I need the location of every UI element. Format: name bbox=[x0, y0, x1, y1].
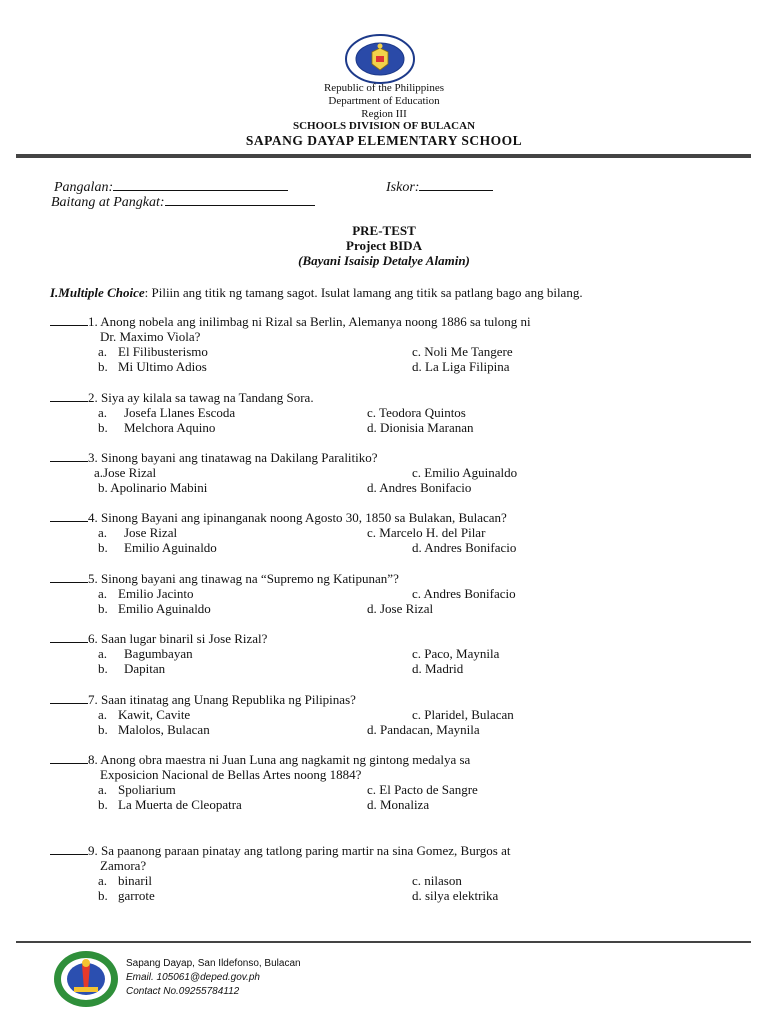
choice-letter-a bbox=[98, 873, 107, 888]
project-title: Project BIDA bbox=[346, 238, 422, 253]
choice-a-text: Bagumbayan bbox=[124, 646, 193, 661]
choice-b-text: Mi Ultimo Adios bbox=[118, 359, 207, 374]
question-2 bbox=[50, 390, 314, 405]
choice-d bbox=[367, 480, 471, 495]
question-2-text: 2. Siya ay kilala sa tawag na Tandang Sora. bbox=[88, 390, 314, 405]
choice-a bbox=[94, 465, 156, 480]
instructions-text: : Piliin ang titik ng tamang sagot. Isulat lamang ang titik sa patlang bago ang bilang. bbox=[144, 285, 583, 300]
choice-letter-b bbox=[98, 540, 108, 555]
footer-info bbox=[126, 957, 301, 999]
choice-d-text: d. La Liga Filipina bbox=[412, 359, 510, 374]
choice-letter-b bbox=[98, 661, 108, 676]
choice-a-text: Emilio Jacinto bbox=[118, 586, 194, 601]
choice-b bbox=[118, 359, 207, 374]
choice-d-text: d. Pandacan, Maynila bbox=[367, 722, 480, 737]
choice-letter-a bbox=[98, 525, 107, 540]
choice-d bbox=[367, 722, 480, 737]
choice-c-text: c. Emilio Aguinaldo bbox=[412, 465, 518, 480]
question-8 bbox=[50, 752, 470, 767]
division-text: SCHOOLS DIVISION OF BULACAN bbox=[292, 120, 476, 132]
choice-c bbox=[367, 525, 485, 540]
choice-a bbox=[118, 782, 176, 797]
choice-b bbox=[118, 888, 155, 903]
instructions-label: I.Multiple Choice bbox=[50, 285, 145, 300]
choice-d-text: d. Monaliza bbox=[367, 797, 430, 812]
choice-a-text: El Filibusterismo bbox=[118, 344, 208, 359]
answer-blank[interactable] bbox=[50, 510, 88, 522]
question-8-cont bbox=[100, 767, 361, 782]
choice-d-text: d. Madrid bbox=[412, 661, 464, 676]
choice-a bbox=[124, 525, 177, 540]
choice-b bbox=[124, 420, 215, 435]
choice-a-text: Jose Rizal bbox=[124, 525, 178, 540]
answer-blank[interactable] bbox=[50, 571, 88, 583]
answer-blank[interactable] bbox=[50, 692, 88, 704]
choice-letter-a-text: a. bbox=[98, 707, 108, 722]
answer-blank[interactable] bbox=[50, 390, 88, 402]
choice-a bbox=[118, 873, 152, 888]
republic-text: Republic of the Philippines bbox=[323, 82, 445, 94]
choice-letter-b-text: b. bbox=[98, 359, 108, 374]
choice-d bbox=[412, 540, 516, 555]
department-text: Department of Education bbox=[328, 95, 440, 107]
choice-c bbox=[412, 586, 516, 601]
choice-letter-b-text: b. bbox=[98, 420, 108, 435]
choice-c-text: c. Plaridel, Bulacan bbox=[412, 707, 514, 722]
answer-blank[interactable] bbox=[50, 631, 88, 643]
choice-letter-a-text: a. bbox=[98, 344, 108, 359]
choice-letter-b bbox=[98, 359, 108, 374]
footer-address: Sapang Dayap, San Ildefonso, Bulacan bbox=[126, 958, 301, 969]
question-7-text: 7. Saan itinatag ang Unang Republika ng Pilipinas? bbox=[88, 692, 356, 707]
choice-b bbox=[118, 722, 210, 737]
answer-blank[interactable] bbox=[50, 314, 88, 326]
choice-letter-a-text: a. bbox=[98, 873, 108, 888]
choice-c-text: c. Marcelo H. del Pilar bbox=[367, 525, 486, 540]
choice-d bbox=[412, 888, 498, 903]
choice-letter-b bbox=[98, 601, 108, 616]
choice-b bbox=[124, 540, 217, 555]
choice-d-text: d. Dionisia Maranan bbox=[367, 420, 474, 435]
choice-d-text: d. Andres Bonifacio bbox=[367, 480, 472, 495]
choice-d bbox=[412, 661, 463, 676]
choice-letter-a bbox=[98, 707, 107, 722]
answer-blank[interactable] bbox=[50, 450, 88, 462]
choice-c bbox=[412, 646, 499, 661]
footer-divider bbox=[16, 941, 751, 943]
deped-seal bbox=[344, 34, 416, 84]
question-6-text: 6. Saan lugar binaril si Jose Rizal? bbox=[88, 631, 268, 646]
choice-d-text: d. silya elektrika bbox=[412, 888, 499, 903]
project-subtitle: (Bayani Isaisip Detalye Alamin) bbox=[298, 253, 470, 268]
choice-letter-b-text: b. bbox=[98, 661, 108, 676]
choice-letter-a bbox=[98, 646, 107, 661]
question-5 bbox=[50, 571, 399, 586]
choice-letter-b-text: b. bbox=[98, 888, 108, 903]
choice-c bbox=[412, 873, 462, 888]
region-text: Region III bbox=[361, 108, 407, 120]
choice-a bbox=[124, 646, 193, 661]
choice-letter-a bbox=[98, 782, 107, 797]
choice-b-text: garrote bbox=[118, 888, 155, 903]
choice-letter-b bbox=[98, 797, 108, 812]
footer-contact: Contact No.09255784112 bbox=[126, 986, 240, 997]
instructions bbox=[50, 285, 583, 300]
school-logo bbox=[52, 949, 120, 1009]
question-4-text: 4. Sinong Bayani ang ipinanganak noong Agosto 30, 1850 sa Bulakan, Bulacan? bbox=[88, 510, 507, 525]
choice-a-text: Josefa Llanes Escoda bbox=[124, 405, 236, 420]
choice-c-text: c. Teodora Quintos bbox=[367, 405, 466, 420]
question-4 bbox=[50, 510, 507, 525]
choice-c bbox=[367, 782, 478, 797]
choice-letter-a bbox=[98, 344, 107, 359]
question-1-cont bbox=[100, 329, 200, 344]
choice-letter-a-text: a. bbox=[98, 405, 108, 420]
question-1-text: 1. Anong nobela ang inilimbag ni Rizal sa Berlin, Alemanya noong 1886 sa tulong ni bbox=[88, 314, 531, 329]
choice-a-text: Kawit, Cavite bbox=[118, 707, 191, 722]
question-1-cont-text: Dr. Maximo Viola? bbox=[100, 329, 201, 344]
choice-a bbox=[118, 344, 208, 359]
choice-b-text: La Muerta de Cleopatra bbox=[118, 797, 242, 812]
choice-c-text: c. nilason bbox=[412, 873, 462, 888]
answer-blank[interactable] bbox=[50, 752, 88, 764]
question-3-text: 3. Sinong bayani ang tinatawag na Dakilang Paralitiko? bbox=[88, 450, 378, 465]
choice-letter-b-text: b. bbox=[98, 797, 108, 812]
choice-c-text: c. El Pacto de Sangre bbox=[367, 782, 478, 797]
question-3 bbox=[50, 450, 378, 465]
choice-letter-a bbox=[98, 405, 107, 420]
choice-letter-b-text: b. bbox=[98, 540, 108, 555]
choice-letter-a-text: a. bbox=[98, 782, 108, 797]
question-9-cont-text: Zamora? bbox=[100, 858, 147, 873]
choice-c bbox=[412, 465, 517, 480]
choice-letter-b-text: b. bbox=[98, 601, 108, 616]
choice-d bbox=[367, 420, 474, 435]
choice-a-text: binaril bbox=[118, 873, 152, 888]
choice-letter-b bbox=[98, 420, 108, 435]
choice-a-text: a.Jose Rizal bbox=[94, 465, 157, 480]
choice-b bbox=[118, 797, 242, 812]
choice-a bbox=[124, 405, 235, 420]
choice-c bbox=[367, 405, 466, 420]
school-name: SAPANG DAYAP ELEMENTARY SCHOOL bbox=[245, 133, 523, 148]
question-8-text: 8. Anong obra maestra ni Juan Luna ang nagkamit ng gintong medalya sa bbox=[88, 752, 471, 767]
choice-letter-a-text: a. bbox=[98, 586, 108, 601]
test-title: PRE-TEST bbox=[352, 223, 416, 238]
choice-c-text: c. Paco, Maynila bbox=[412, 646, 500, 661]
choice-d bbox=[412, 359, 509, 374]
question-9-cont bbox=[100, 858, 146, 873]
choice-letter-b bbox=[98, 722, 108, 737]
choice-b-text: Emilio Aguinaldo bbox=[118, 601, 211, 616]
score-label: Iskor: bbox=[386, 180, 420, 195]
choice-b-text: Melchora Aquino bbox=[124, 420, 216, 435]
footer-email[interactable]: Email. 105061@deped.gov.ph bbox=[126, 972, 260, 983]
choice-letter-a-text: a. bbox=[98, 646, 108, 661]
choice-b-text: b. Apolinario Mabini bbox=[98, 480, 208, 495]
choice-b bbox=[98, 480, 207, 495]
choice-d-text: d. Andres Bonifacio bbox=[412, 540, 517, 555]
grade-label: Baitang at Pangkat: bbox=[51, 195, 165, 210]
question-9-text: 9. Sa paanong paraan pinatay ang tatlong paring martir na sina Gomez, Burgos at bbox=[88, 843, 511, 858]
grade-field[interactable] bbox=[51, 193, 315, 211]
choice-letter-a-text: a. bbox=[98, 525, 108, 540]
question-1 bbox=[50, 314, 531, 329]
choice-d bbox=[367, 797, 429, 812]
choice-c bbox=[412, 707, 514, 722]
question-8-cont-text: Exposicion Nacional de Bellas Artes noong 1884? bbox=[100, 767, 362, 782]
answer-blank[interactable] bbox=[50, 843, 88, 855]
choice-d-text: d. Jose Rizal bbox=[367, 601, 434, 616]
question-5-text: 5. Sinong bayani ang tinawag na “Supremo ng Katipunan”? bbox=[88, 571, 399, 586]
score-field[interactable] bbox=[386, 178, 493, 196]
choice-letter-b-text: b. bbox=[98, 722, 108, 737]
choice-b bbox=[124, 661, 165, 676]
choice-b bbox=[118, 601, 211, 616]
choice-a-text: Spoliarium bbox=[118, 782, 176, 797]
header-divider bbox=[16, 154, 751, 158]
choice-c-text: c. Noli Me Tangere bbox=[412, 344, 513, 359]
question-9 bbox=[50, 843, 511, 858]
question-6 bbox=[50, 631, 267, 646]
choice-c bbox=[412, 344, 513, 359]
choice-b-text: Dapitan bbox=[124, 661, 166, 676]
question-7 bbox=[50, 692, 356, 707]
name-label: Pangalan: bbox=[54, 180, 114, 195]
choice-a bbox=[118, 586, 193, 601]
choice-letter-a bbox=[98, 586, 107, 601]
choice-c-text: c. Andres Bonifacio bbox=[412, 586, 516, 601]
choice-letter-b bbox=[98, 888, 108, 903]
choice-d bbox=[367, 601, 433, 616]
choice-b-text: Malolos, Bulacan bbox=[118, 722, 210, 737]
choice-a bbox=[118, 707, 190, 722]
choice-b-text: Emilio Aguinaldo bbox=[124, 540, 217, 555]
